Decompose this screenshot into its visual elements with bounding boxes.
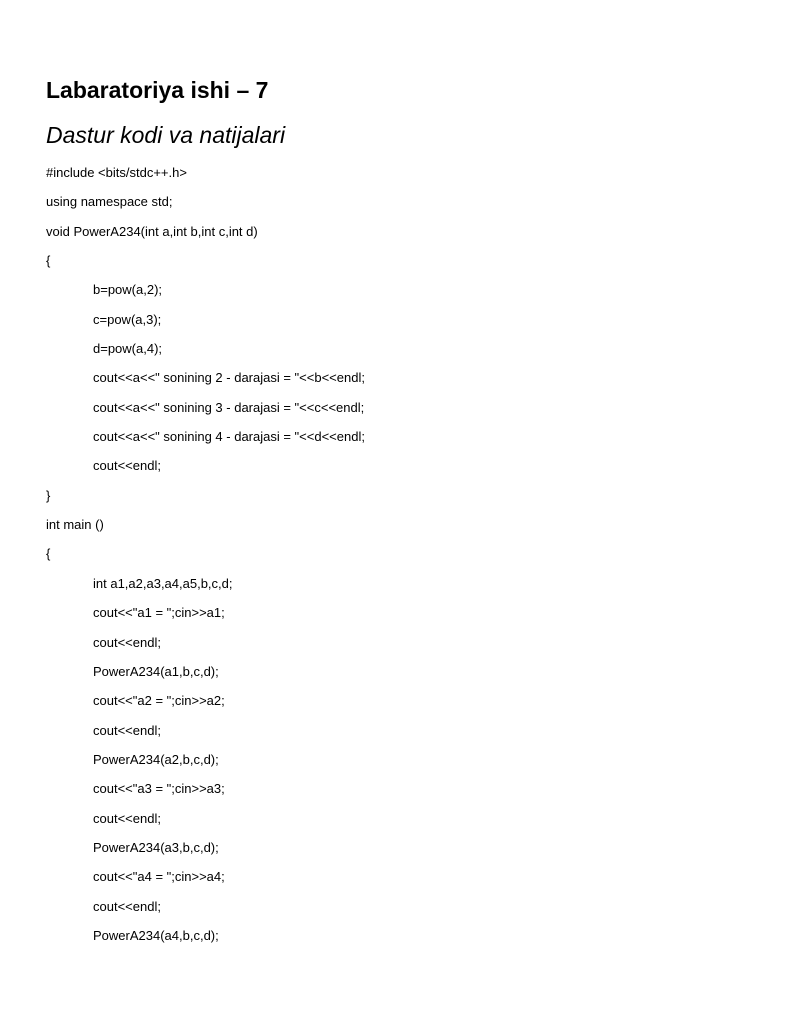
code-line: cout<<endl; <box>93 898 161 914</box>
code-line: { <box>46 253 51 269</box>
page-title: Labaratoriya ishi – 7 <box>46 77 269 103</box>
code-line: cout<<a<<" sonining 3 - darajasi = "<<c<<endl; <box>93 399 365 415</box>
code-line: using namespace std; <box>46 194 173 210</box>
code-line: cout<<endl; <box>93 634 161 650</box>
code-line: c=pow(a,3); <box>93 311 162 327</box>
code-line: cout<<"a1 = ";cin>>a1; <box>93 605 225 621</box>
code-line: cout<<a<<" sonining 4 - darajasi = "<<d<<endl; <box>93 429 365 445</box>
code-line: cout<<"a3 = ";cin>>a3; <box>93 781 225 797</box>
code-line: PowerA234(a3,b,c,d); <box>93 839 219 855</box>
code-line: cout<<"a2 = ";cin>>a2; <box>93 693 225 709</box>
code-line: d=pow(a,4); <box>93 341 163 357</box>
code-line: PowerA234(a2,b,c,d); <box>93 751 219 767</box>
code-line: { <box>46 546 51 562</box>
code-line: PowerA234(a4,b,c,d); <box>93 927 219 943</box>
code-line: PowerA234(a1,b,c,d); <box>93 663 219 679</box>
code-line: cout<<endl; <box>93 810 161 826</box>
code-line: cout<<a<<" sonining 2 - darajasi = "<<b<<endl; <box>93 370 365 386</box>
code-line: } <box>46 487 51 503</box>
page-subtitle: Dastur kodi va natijalari <box>46 122 286 148</box>
code-line: cout<<"a4 = ";cin>>a4; <box>93 869 225 885</box>
code-line: int main () <box>46 517 104 533</box>
code-line: cout<<endl; <box>93 722 161 738</box>
code-block <box>46 163 766 955</box>
code-line: cout<<endl; <box>93 458 161 474</box>
code-line: void PowerA234(int a,int b,int c,int d) <box>46 223 258 239</box>
code-line: #include <bits/stdc++.h> <box>46 165 187 180</box>
code-line: int a1,a2,a3,a4,a5,b,c,d; <box>93 575 233 591</box>
code-line: b=pow(a,2); <box>93 282 163 298</box>
